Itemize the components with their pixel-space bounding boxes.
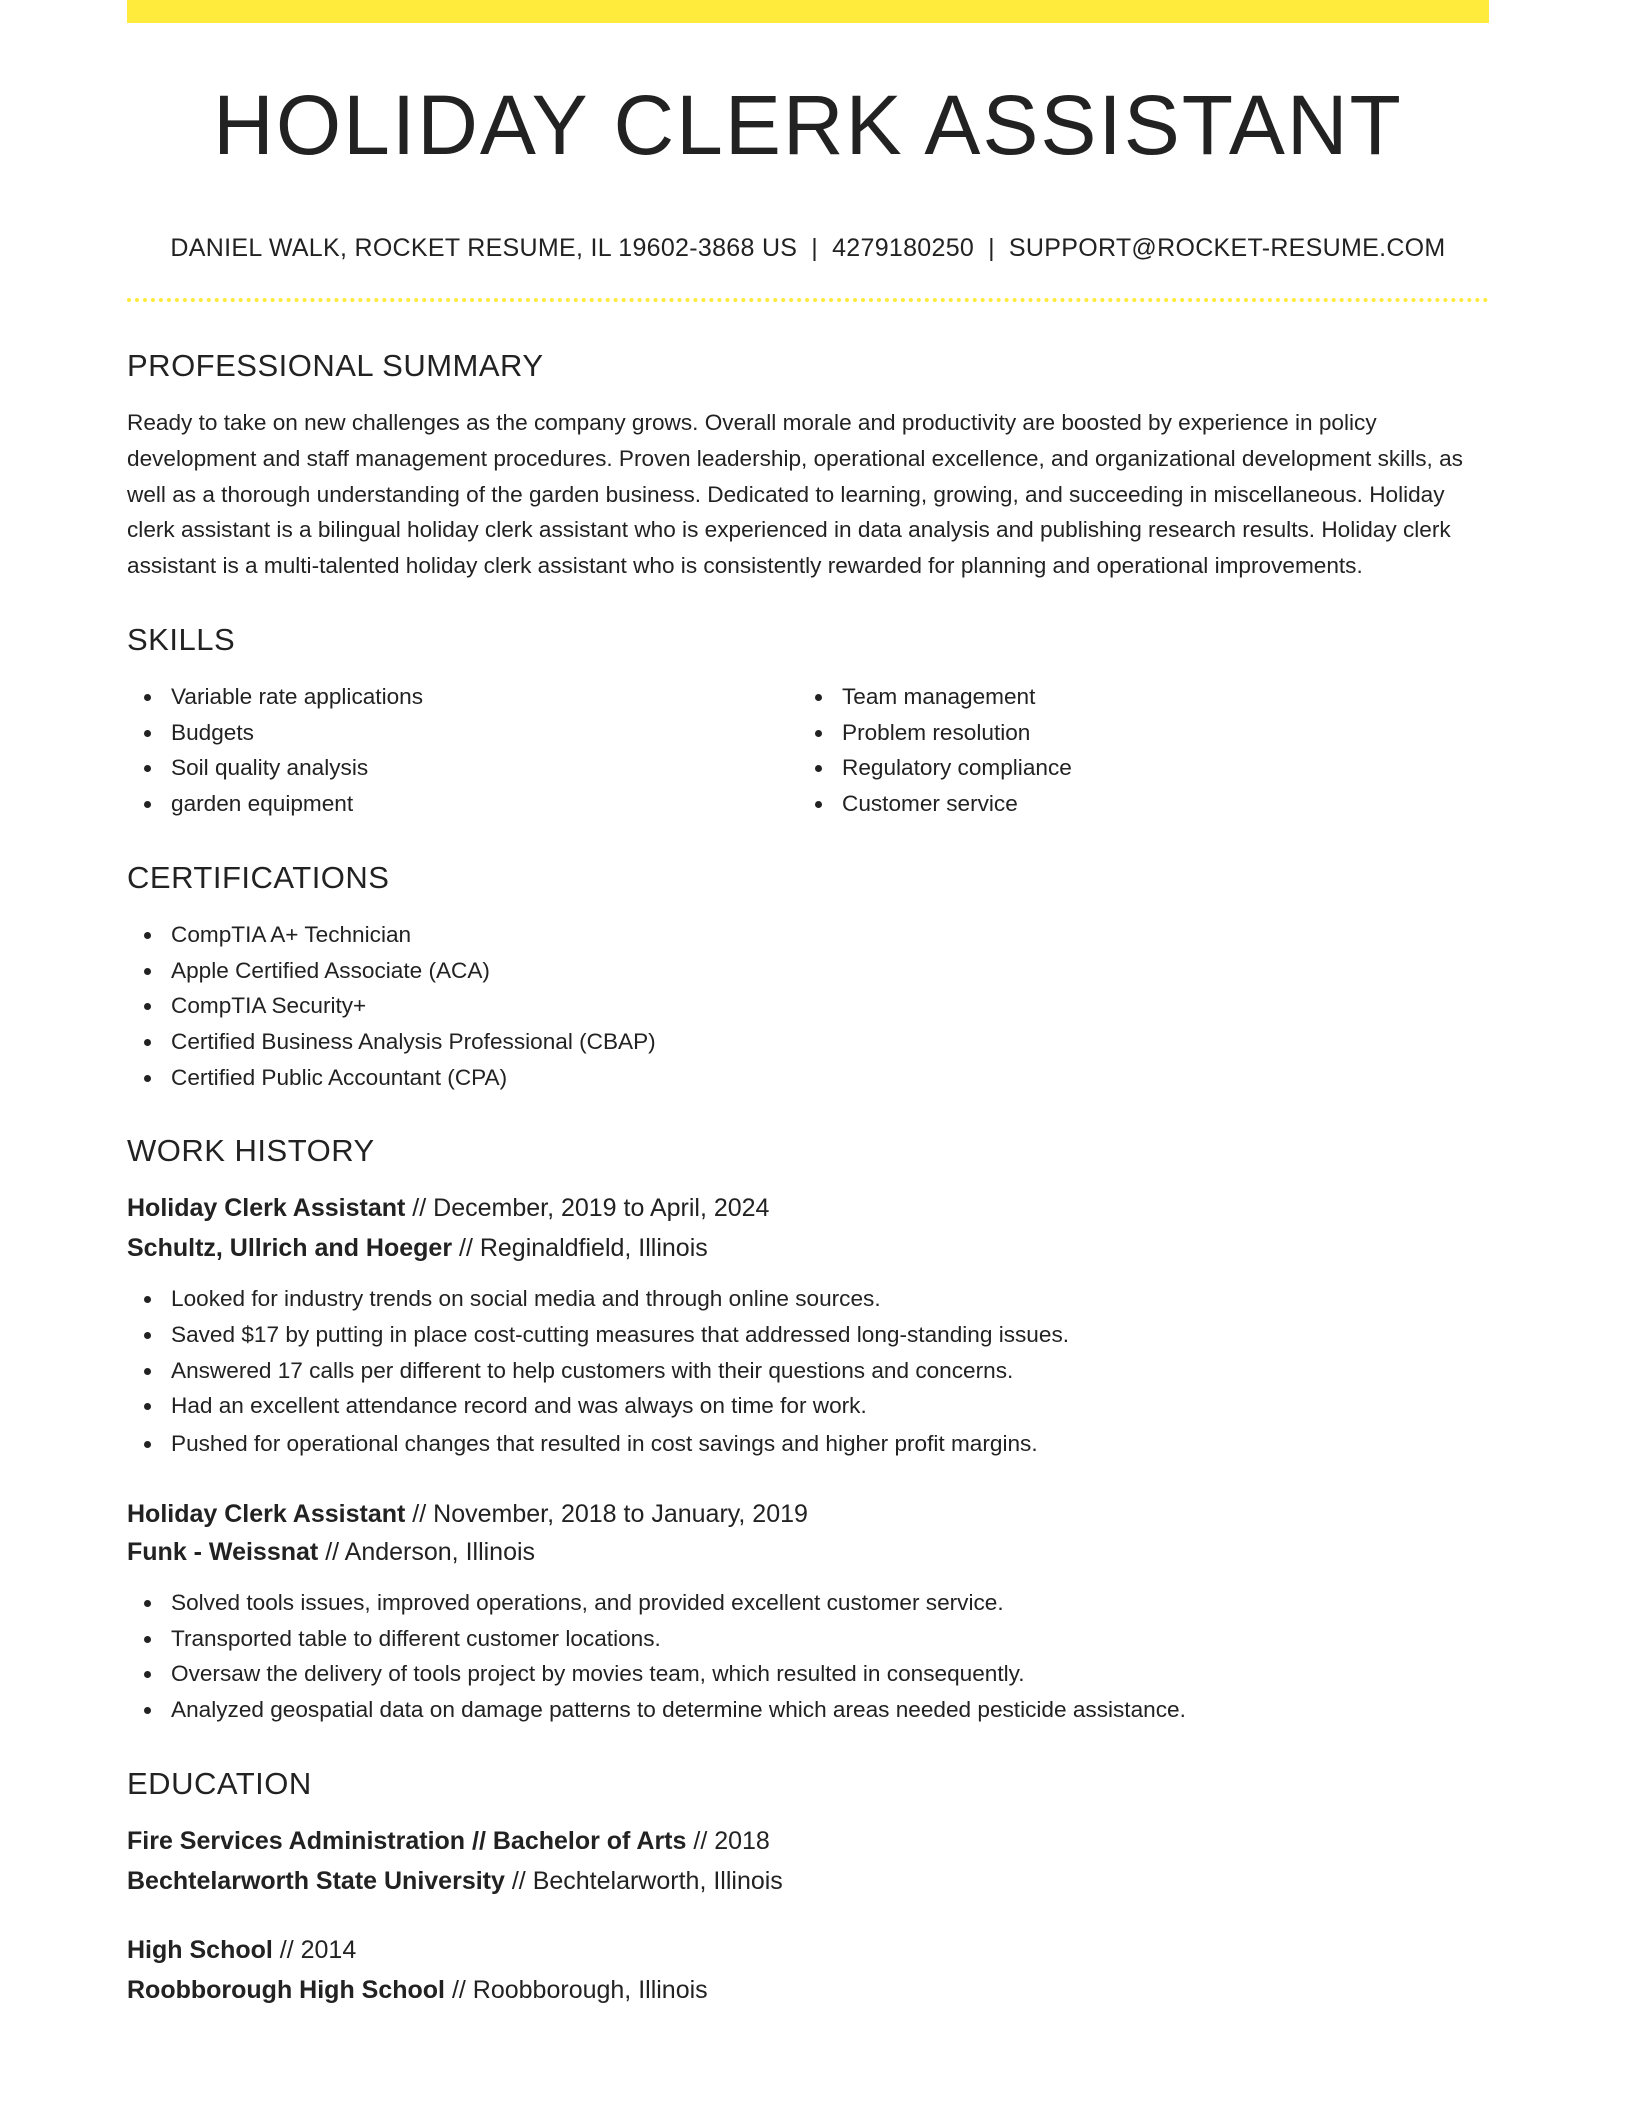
- summary-heading: PROFESSIONAL SUMMARY: [127, 348, 544, 383]
- bullet-dot: [144, 694, 151, 701]
- dotted-divider: [127, 298, 1489, 302]
- contact-address: DANIEL WALK, ROCKET RESUME, IL 19602-3868 US: [170, 234, 798, 262]
- skill-item: Problem resolution: [798, 715, 1469, 751]
- bullet-dot: [144, 968, 151, 975]
- bullet-dot: [144, 932, 151, 939]
- job-title-line: [127, 1188, 1489, 1228]
- job-title: Holiday Clerk Assistant: [127, 1499, 406, 1528]
- job-company: Schultz, Ullrich and Hoeger: [127, 1234, 453, 1263]
- bullet-dot: [144, 1075, 151, 1082]
- skills-heading: SKILLS: [127, 621, 236, 657]
- job-entry: [127, 1494, 1489, 1728]
- skill-item: Regulatory compliance: [798, 750, 1469, 786]
- education-degree: Fire Services Administration // Bachelor of Arts: [127, 1826, 687, 1855]
- skill-item: Team management: [798, 679, 1469, 715]
- resume-title: HOLIDAY CLERK ASSISTANT: [213, 78, 1403, 172]
- bullet-dot: [144, 1671, 151, 1678]
- education-school: Bechtelarworth State University: [127, 1866, 505, 1895]
- job-bullet: Oversaw the delivery of tools project by movies team, which resulted in consequently.: [127, 1656, 1489, 1692]
- bullet-dot: [815, 694, 822, 701]
- job-title: Holiday Clerk Assistant: [127, 1194, 406, 1223]
- job-bullet: Transported table to different customer locations.: [127, 1621, 1489, 1657]
- certifications-heading: CERTIFICATIONS: [127, 859, 390, 895]
- job-bullet: Analyzed geospatial data on damage patterns to determine which areas needed pesticide assistance.: [127, 1692, 1489, 1728]
- bullet-dot: [144, 765, 151, 772]
- bullet-dot: [144, 1600, 151, 1607]
- job-dates: // December, 2019 to April, 2024: [412, 1194, 770, 1223]
- education-location: // Bechtelarworth, Illinois: [511, 1866, 783, 1895]
- contact-line: [127, 234, 1489, 263]
- education-degree: High School: [127, 1935, 273, 1964]
- skill-item: Customer service: [798, 786, 1469, 822]
- resume-page: [127, 0, 1489, 2010]
- education-entry: [127, 1930, 1489, 2010]
- bullet-dot: [815, 765, 822, 772]
- education-entry: [127, 1821, 1489, 1901]
- bullet-dot: [815, 730, 822, 737]
- certification-item: Certified Business Analysis Professional (CBAP): [127, 1024, 1489, 1060]
- bullet-dot: [144, 801, 151, 808]
- job-bullet: Had an excellent attendance record and was always on time for work.: [127, 1388, 1489, 1424]
- bullet-dot: [815, 801, 822, 808]
- job-bullet: Saved $17 by putting in place cost-cutting measures that addressed long-standing issues.: [127, 1317, 1489, 1353]
- certification-item: Certified Public Accountant (CPA): [127, 1060, 1489, 1096]
- top-accent-bar: [127, 0, 1489, 23]
- certification-item: CompTIA A+ Technician: [127, 917, 1489, 953]
- job-company-line: [127, 1532, 1489, 1572]
- education-year: // 2018: [693, 1826, 770, 1855]
- job-bullet: Pushed for operational changes that resulted in cost savings and higher profit margins.: [127, 1426, 1489, 1462]
- skill-item: garden equipment: [127, 786, 798, 822]
- education-heading: EDUCATION: [127, 1765, 312, 1801]
- job-bullets: [127, 1281, 1489, 1462]
- certifications-list: [127, 917, 1489, 1096]
- bullet-dot: [144, 1707, 151, 1714]
- job-entry: [127, 1188, 1489, 1462]
- education-degree-line: [127, 1930, 1489, 1970]
- education-school-line: [127, 1861, 1489, 1901]
- contact-phone: 4279180250: [832, 234, 975, 262]
- bullet-dot: [144, 1332, 151, 1339]
- education-school: Roobborough High School: [127, 1975, 445, 2004]
- bullet-dot: [144, 1636, 151, 1643]
- skill-item: Soil quality analysis: [127, 750, 798, 786]
- contact-email: SUPPORT@ROCKET-RESUME.COM: [1008, 234, 1446, 262]
- job-bullet: Solved tools issues, improved operations, and provided excellent customer service.: [127, 1585, 1489, 1621]
- job-location: // Anderson, Illinois: [325, 1537, 536, 1566]
- job-company-line: [127, 1228, 1489, 1268]
- job-dates: // November, 2018 to January, 2019: [412, 1499, 808, 1528]
- skills-left-list: [127, 679, 798, 822]
- summary-text: Ready to take on new challenges as the company grows. Overall morale and productivity are boosted by experience in policy development and staff management procedures. Proven leadership, operational excellence, and organizational development skills, as well as a thorough understanding of the garden business. Dedicated to learning, growing, and succeeding in miscellaneous. Holiday clerk assistant is a bilingual holiday clerk assistant who is experienced in data analysis and publishing research results. Holiday clerk assistant is a multi-talented holiday clerk assistant who is consistently rewarded for planning and operational improvements.: [127, 410, 1463, 579]
- education-school-line: [127, 1970, 1489, 2010]
- bullet-dot: [144, 730, 151, 737]
- job-title-line: [127, 1494, 1489, 1534]
- education-location: // Roobborough, Illinois: [451, 1975, 708, 2004]
- certification-item: Apple Certified Associate (ACA): [127, 953, 1489, 989]
- bullet-dot: [144, 1296, 151, 1303]
- job-bullets: [127, 1585, 1489, 1728]
- bullet-dot: [144, 1039, 151, 1046]
- contact-separator: |: [811, 234, 819, 262]
- bullet-dot: [144, 1368, 151, 1375]
- skill-item: Budgets: [127, 715, 798, 751]
- skill-item: Variable rate applications: [127, 679, 798, 715]
- skills-right-list: [798, 679, 1469, 822]
- contact-separator: |: [988, 234, 995, 262]
- certification-item: CompTIA Security+: [127, 988, 1489, 1024]
- job-location: // Reginaldfield, Illinois: [459, 1234, 708, 1263]
- bullet-dot: [144, 1441, 151, 1448]
- bullet-dot: [144, 1403, 151, 1410]
- education-degree-line: [127, 1821, 1489, 1861]
- job-bullet: Answered 17 calls per different to help customers with their questions and concerns.: [127, 1353, 1489, 1389]
- job-company: Funk - Weissnat: [127, 1537, 319, 1566]
- work-history-heading: WORK HISTORY: [127, 1133, 375, 1169]
- skills-grid: [127, 679, 1489, 822]
- job-bullet: Looked for industry trends on social media and through online sources.: [127, 1281, 1489, 1317]
- bullet-dot: [144, 1003, 151, 1010]
- education-year: // 2014: [279, 1935, 357, 1964]
